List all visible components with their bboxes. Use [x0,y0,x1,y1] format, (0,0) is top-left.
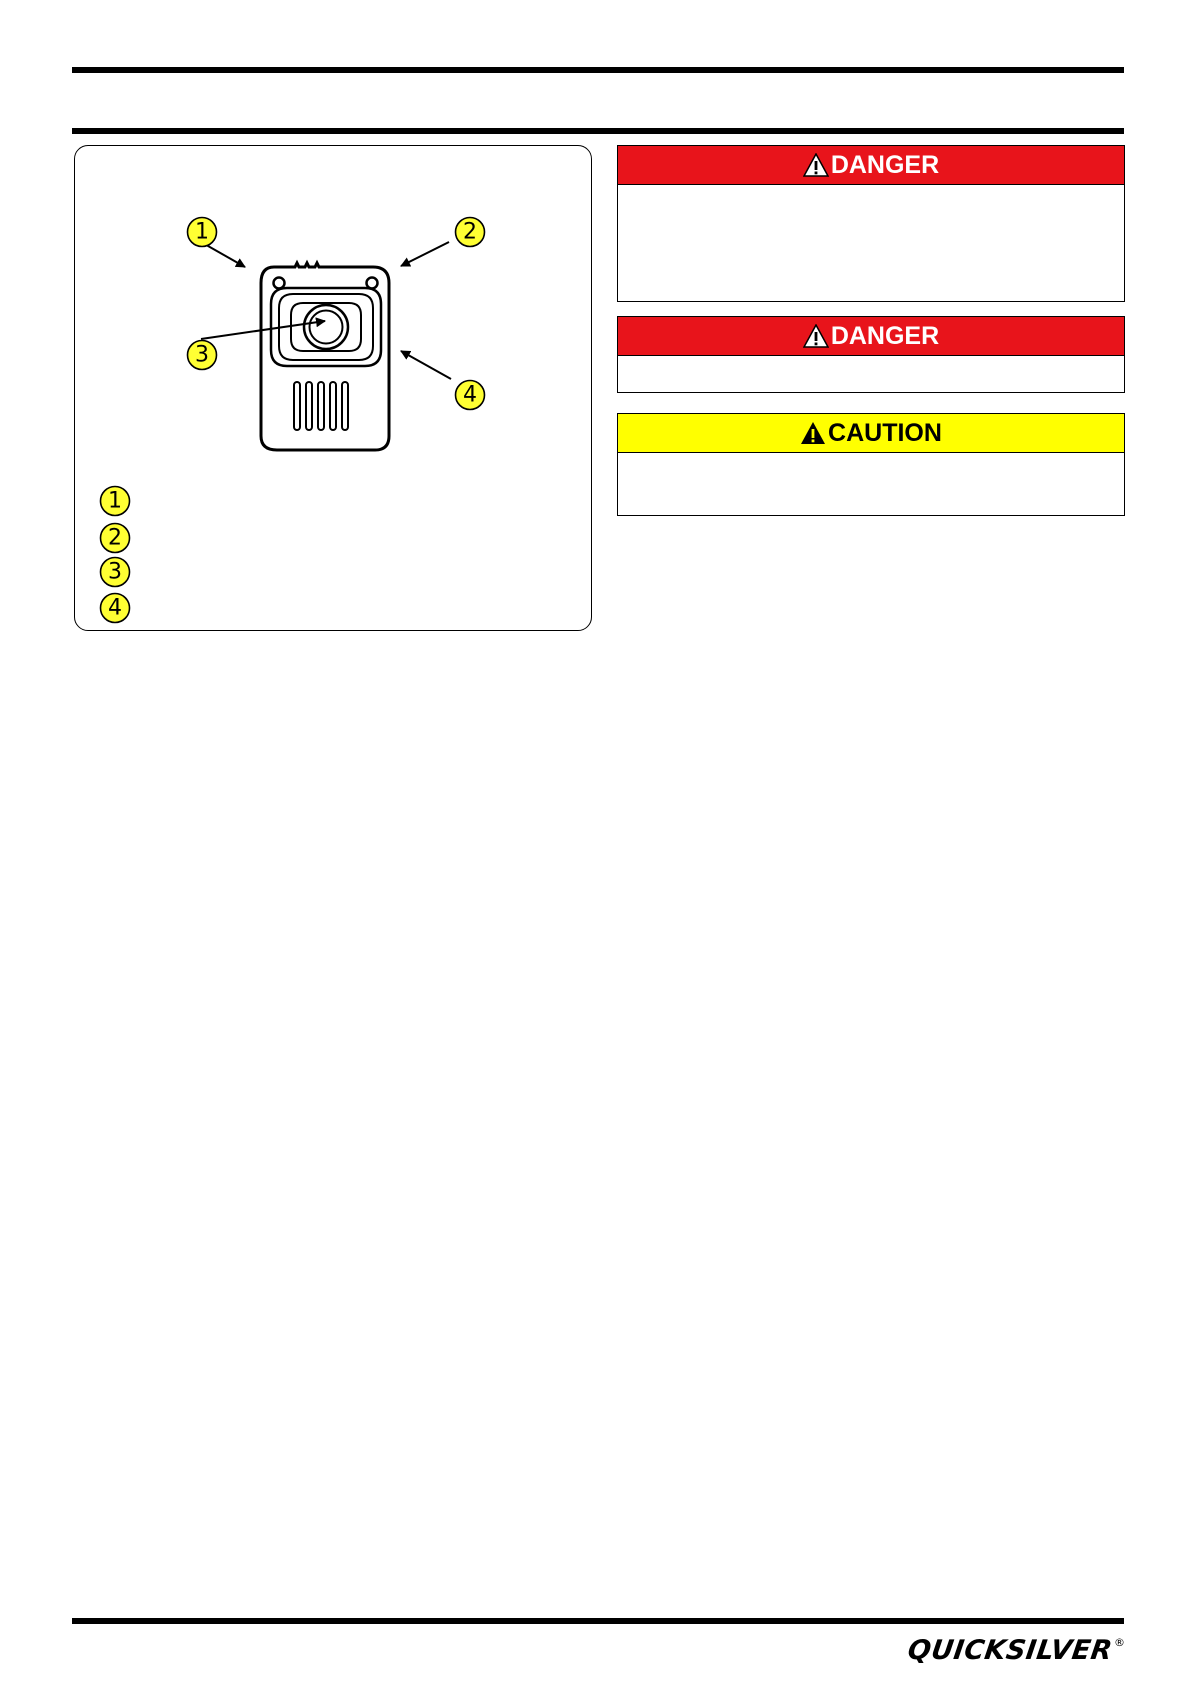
svg-text:2: 2 [108,525,122,551]
danger-label: DANGER [830,321,940,350]
svg-text:3: 3 [108,559,122,585]
danger-notice-1 [617,145,1125,302]
caution-notice-body [618,453,1124,515]
danger-notice-2 [617,316,1125,393]
caution-notice [617,413,1125,516]
warning-triangle-icon [803,153,829,177]
device-body [261,263,389,450]
svg-text:2: 2 [463,219,477,245]
device-illustration [75,146,593,632]
danger-notice-header [618,146,1124,185]
warning-triangle-icon [803,324,829,348]
quicksilver-logo: QUICKSILVER [905,1635,1115,1666]
figure-panel [74,145,592,631]
callout-4 [456,381,485,410]
callout-3 [188,341,217,370]
footer-rule [72,1618,1124,1624]
warning-triangle-icon [800,421,826,445]
caution-notice-header [618,414,1124,453]
legend-item-1 [101,487,130,516]
svg-text:1: 1 [108,488,122,514]
svg-text:3: 3 [195,342,209,368]
registered-mark: ® [1114,1636,1125,1649]
legend-item-3 [101,558,130,587]
legend-item-2 [101,524,130,553]
danger-label: DANGER [830,150,940,179]
callout-leader-2 [401,242,449,266]
danger-notice-body [618,356,1124,392]
danger-notice-header [618,317,1124,356]
legend-item-4 [101,594,130,623]
callout-1 [188,218,217,247]
caution-label: CAUTION [828,418,942,447]
callout-leader-4 [401,351,451,379]
svg-text:4: 4 [108,595,122,621]
danger-notice-body [618,185,1124,301]
callout-2 [456,218,485,247]
header-rule-bottom [72,128,1124,134]
svg-text:4: 4 [463,382,477,408]
svg-text:1: 1 [195,219,209,245]
header-rule-top [72,67,1124,73]
